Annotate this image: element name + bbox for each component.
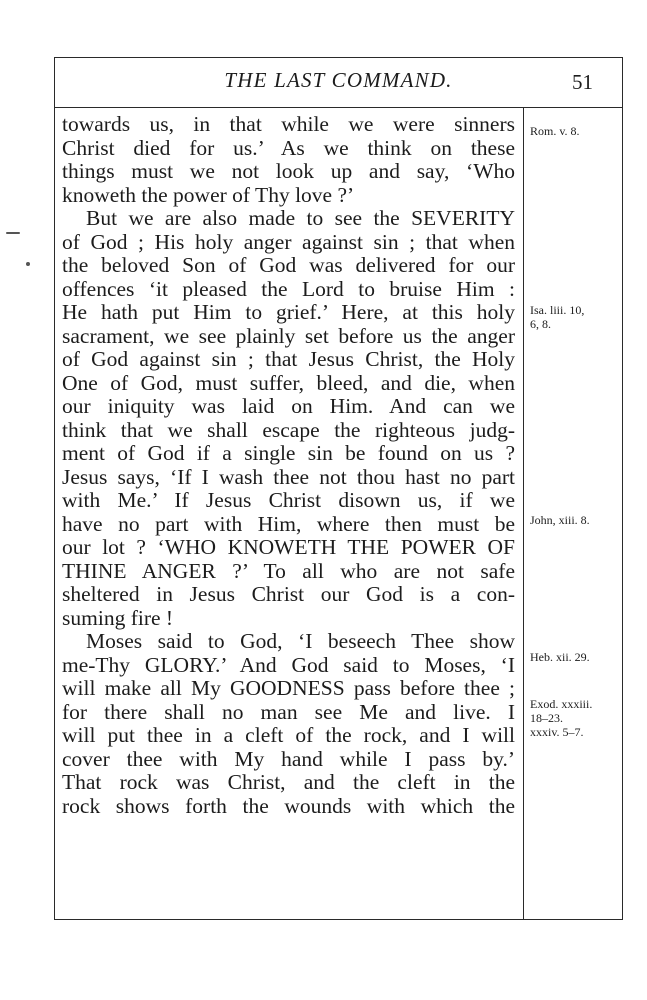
text-line: ment of God if a single sin be found on us ? [62,441,515,465]
running-head [54,66,623,96]
margin-column-divider [523,108,524,920]
margin-note-heb: Heb. xii. 29. [530,650,590,664]
text-line: sheltered in Jesus Christ our God is a con- [62,582,515,606]
stray-ink-dot [26,262,30,266]
text-line: cover thee with My hand while I pass by.’ [62,746,515,771]
text-line: Christ died for us.’ As we think on these [62,135,515,160]
text-line: That rock was Christ, and the cleft in the [62,770,515,794]
text-line: sacrament, we see plainly set before us the anger [62,323,515,348]
text-line: knoweth the power of Thy love ?’ [62,182,355,207]
margin-note-exod-xxxiv: xxxiv. 5–7. [530,725,584,739]
text-line: have no part with Him, where then must be [62,511,515,536]
text-line: rock shows forth the wounds with which the [62,793,515,818]
text-line: our lot ? ‘WHO KNOWETH THE POWER OF [62,535,515,559]
text-line: suming fire ! [62,605,174,630]
text-line: He hath put Him to grief.’ Here, at this holy [62,300,515,324]
stray-ink-mark [6,232,20,234]
margin-note-exod: Exod. xxxiii. [530,697,593,711]
running-title: THE LAST COMMAND. [224,68,453,92]
text-line: towards us, in that while we were sinners [62,112,515,136]
text-line: for there shall no man see Me and live. I [62,699,515,724]
text-line: things must we not look up and say, ‘Who [62,159,515,183]
body-text [62,113,515,818]
text-line: our iniquity was laid on Him. And can we [62,394,515,418]
text-line: THINE ANGER ?’ To all who are not safe [62,558,515,583]
margin-note-isa: Isa. liii. 10, [530,303,585,317]
paragraph-first-line: Moses said to God, ‘I beseech Thee show [86,629,515,653]
margin-note-john: John, xiii. 8. [530,513,590,527]
text-line: think that we shall escape the righteous judg- [62,417,515,442]
margin-note-isa-cont: 6, 8. [530,317,551,331]
text-line: me-Thy GLORY.’ And God said to Moses, ‘I [62,652,515,677]
margin-note-rom: Rom. v. 8. [530,124,580,138]
page-number: 51 [572,70,593,94]
text-line: of God against sin ; that Jesus Christ, the Holy [62,347,515,371]
margin-note-exod-cont: 18–23. [530,711,563,725]
text-line: will make all My GOODNESS pass before thee ; [62,676,515,700]
text-line: Jesus says, ‘If I wash thee not thou hast no part [62,464,515,489]
text-line: One of God, must suffer, bleed, and die, when [62,370,515,395]
text-line: the beloved Son of God was delivered for our [62,253,515,277]
text-line: will put thee in a cleft of the rock, and I will [62,723,515,747]
text-line: of God ; His holy anger against sin ; that when [62,229,515,254]
text-line: offences ‘it pleased the Lord to bruise Him : [62,276,515,301]
paragraph-first-line: But we are also made to see the SEVERITY [86,206,515,230]
text-line: with Me.’ If Jesus Christ disown us, if we [62,488,515,512]
header-rule [54,107,623,108]
